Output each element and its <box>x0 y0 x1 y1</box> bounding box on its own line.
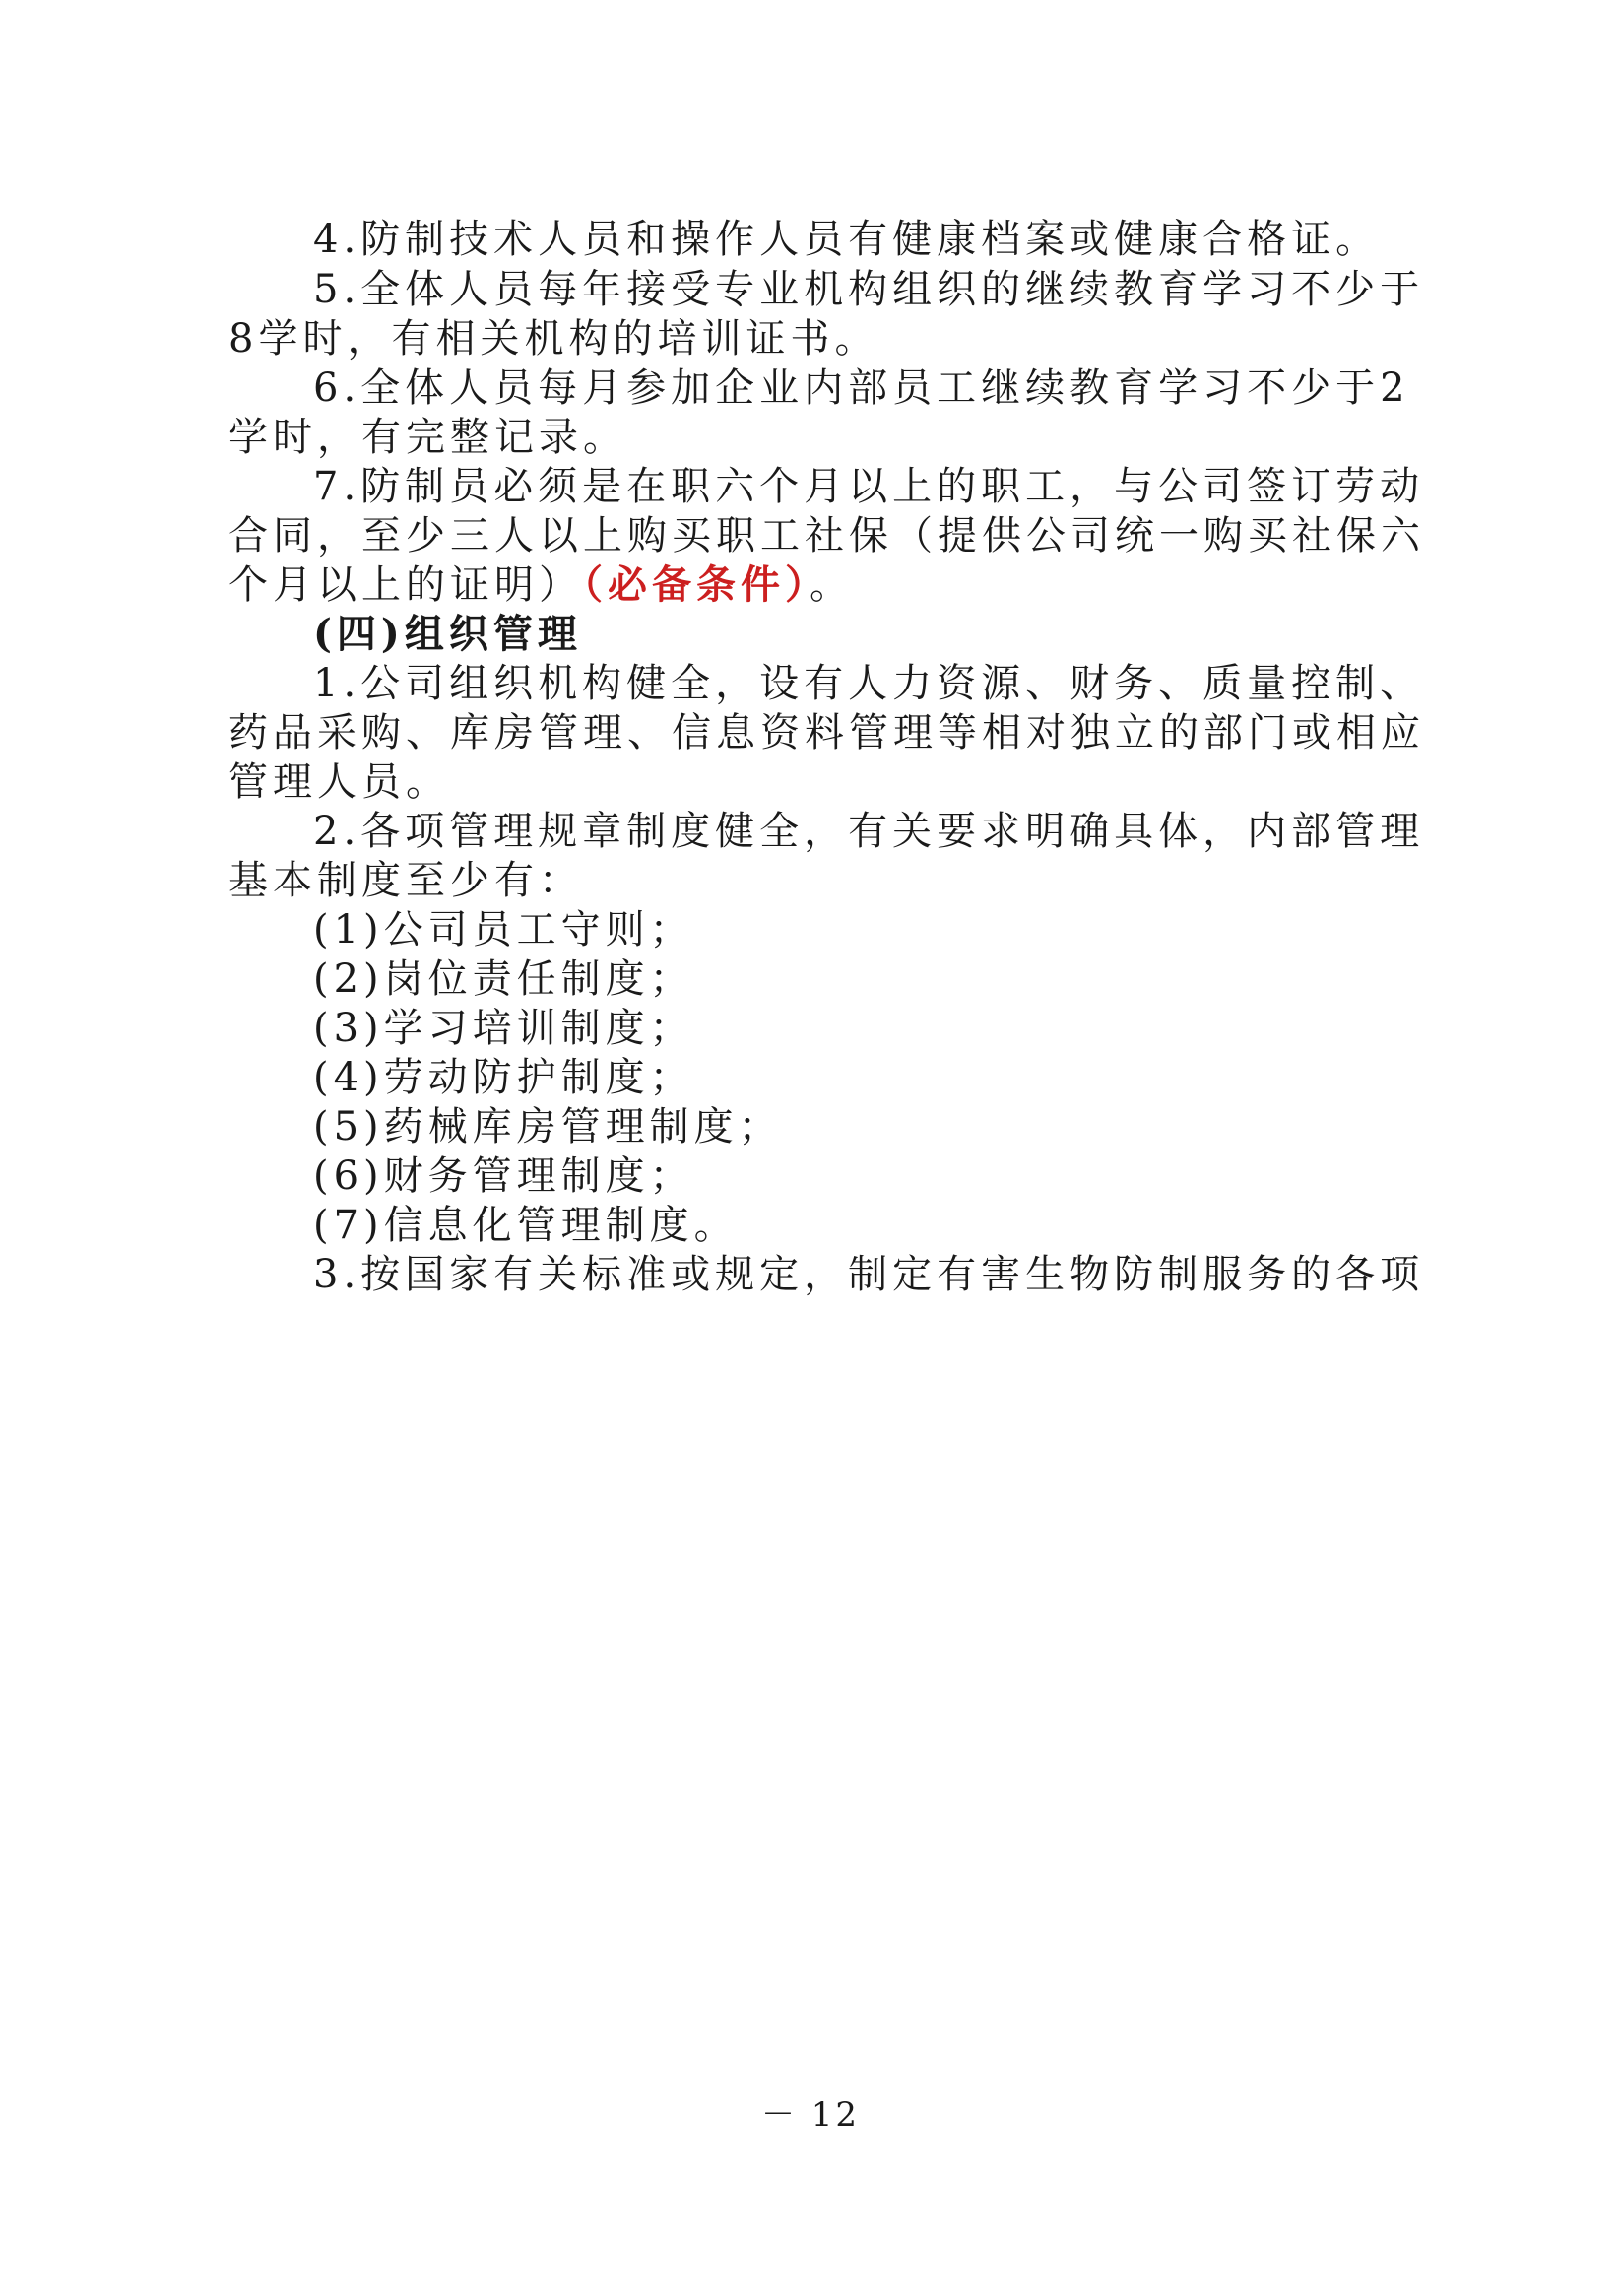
list-item: (4)劳动防护制度； <box>313 1055 694 1100</box>
paragraph-line: 3.按国家有关标准或规定，制定有害生物防制服务的各项 <box>313 1252 1425 1297</box>
list-item: (6)财务管理制度； <box>313 1153 694 1199</box>
paragraph-punctuation: 。 <box>810 562 854 608</box>
list-item: (5)药械库房管理制度； <box>313 1104 783 1149</box>
section-heading: (四)组织管理 <box>313 611 582 657</box>
paragraph-line: 7.防制员必须是在职六个月以上的职工，与公司签订劳动 <box>313 464 1425 509</box>
paragraph-line: 1.公司组织机构健全，设有人力资源、财务、质量控制、 <box>313 661 1425 706</box>
list-item: (2)岗位责任制度； <box>313 956 694 1002</box>
required-condition-label: （必备条件） <box>583 561 810 608</box>
paragraph-line: 合同，至少三人以上购买职工社保（提供公司统一购买社保六 <box>228 513 1425 558</box>
paragraph-line: 8学时，有相关机构的培训证书。 <box>228 316 879 361</box>
paragraph-line <box>228 561 854 609</box>
page-number: － 12 <box>760 2095 861 2134</box>
paragraph-text: 个月以上的证明） <box>228 562 583 608</box>
paragraph-line: 5.全体人员每年接受专业机构组织的继续教育学习不少于 <box>313 267 1425 312</box>
paragraph-line: 管理人员。 <box>228 759 450 805</box>
paragraph-line: 2.各项管理规章制度健全，有关要求明确具体，内部管理 <box>313 809 1425 854</box>
paragraph-line: 基本制度至少有： <box>228 858 583 903</box>
list-item: (1)公司员工守则； <box>313 907 694 952</box>
paragraph-line: 学时，有完整记录。 <box>228 415 627 460</box>
paragraph-line: 4.防制技术人员和操作人员有健康档案或健康合格证。 <box>313 217 1381 262</box>
paragraph-line: 6.全体人员每月参加企业内部员工继续教育学习不少于2 <box>313 365 1410 411</box>
list-item: (3)学习培训制度； <box>313 1006 694 1051</box>
list-item: (7)信息化管理制度。 <box>313 1203 739 1248</box>
paragraph-line: 药品采购、库房管理、信息资料管理等相对独立的部门或相应 <box>228 710 1425 755</box>
